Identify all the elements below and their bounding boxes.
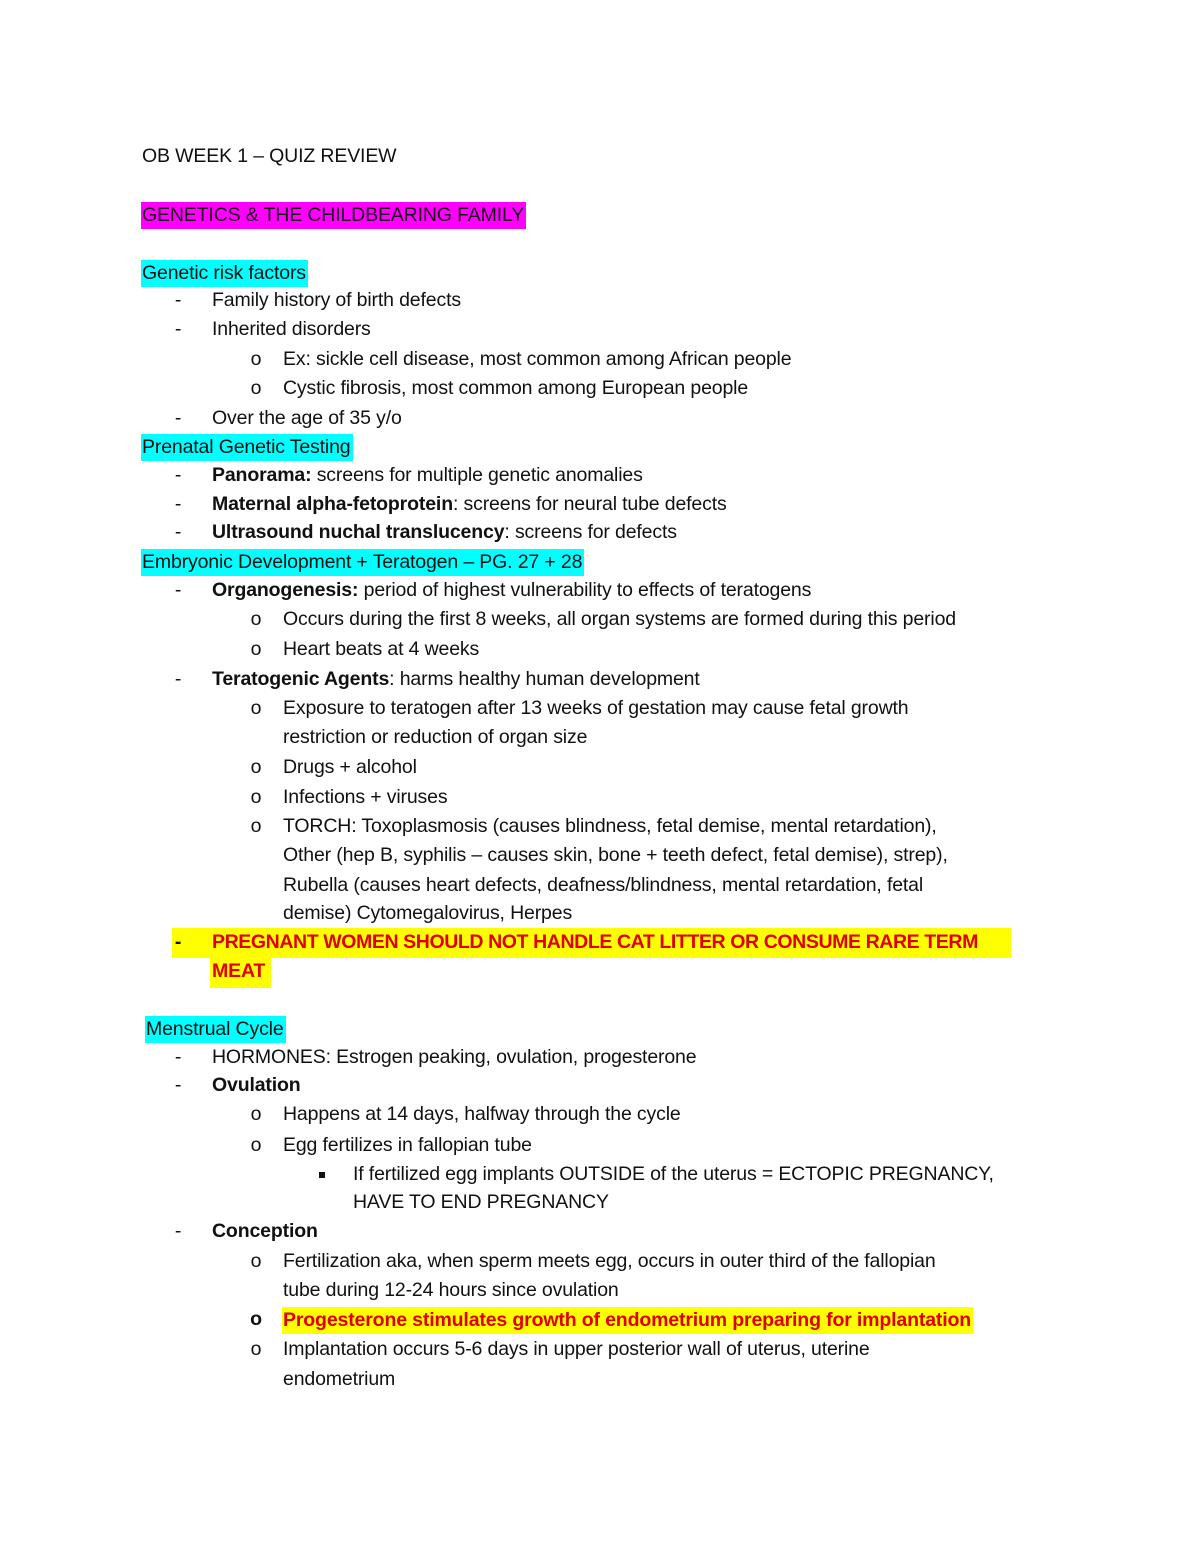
term-description: : harms healthy human development — [389, 668, 700, 690]
dash-bullet: - — [174, 1046, 182, 1068]
sub-list-item-text: restriction or reduction of organ size — [283, 726, 588, 748]
dash-bullet: - — [174, 931, 182, 953]
warning-text: MEAT — [212, 960, 266, 982]
heading-prenatal-testing: Prenatal Genetic Testing — [141, 434, 353, 461]
term-description: : screens for neural tube defects — [452, 493, 727, 515]
circle-bullet: o — [250, 815, 262, 837]
heading-embryonic-development: Embryonic Development + Teratogen – PG. 27 + 28 — [141, 549, 584, 576]
dash-bullet: - — [174, 668, 182, 690]
list-item-text: Family history of birth defects — [212, 289, 461, 311]
list-item-text: HORMONES: Estrogen peaking, ovulation, progesterone — [212, 1046, 697, 1068]
dash-bullet: - — [174, 318, 182, 340]
sub-list-item-text: Cystic fibrosis, most common among European people — [283, 377, 749, 399]
sub-list-item-text: TORCH: Toxoplasmosis (causes blindness, fetal demise, mental retardation), — [283, 815, 937, 837]
dash-bullet: - — [174, 407, 182, 429]
sub-list-item-text: tube during 12-24 hours since ovulation — [283, 1279, 619, 1301]
term-ovulation: Ovulation — [212, 1074, 301, 1096]
list-item-text: Inherited disorders — [212, 318, 371, 340]
term-panorama: Panorama: — [212, 464, 312, 486]
circle-bullet: o — [250, 697, 262, 719]
circle-bullet: o — [250, 786, 262, 808]
term-conception: Conception — [212, 1220, 318, 1242]
term-description: period of highest vulnerability to effects of teratogens — [358, 579, 812, 601]
circle-bullet: o — [250, 348, 262, 370]
list-item-text — [212, 520, 677, 544]
sub-list-item-text: Infections + viruses — [283, 786, 448, 808]
sub-list-item-text: Egg fertilizes in fallopian tube — [283, 1134, 532, 1156]
warning-text: PREGNANT WOMEN SHOULD NOT HANDLE CAT LITTER OR CONSUME RARE TERM — [212, 931, 978, 953]
sub-list-item-text: Ex: sickle cell disease, most common among African people — [283, 348, 792, 370]
term-maternal-afp: Maternal alpha-fetoprotein — [212, 493, 453, 515]
sub-list-item-text: Occurs during the first 8 weeks, all organ systems are formed during this period — [283, 608, 956, 630]
circle-bullet: o — [250, 377, 262, 399]
sub-list-item-text: Fertilization aka, when sperm meets egg, occurs in outer third of the fallopian — [283, 1250, 936, 1272]
term-nuchal-translucency: Ultrasound nuchal translucency — [212, 521, 505, 543]
circle-bullet: o — [250, 608, 262, 630]
term-teratogenic-agents: Teratogenic Agents — [212, 668, 390, 690]
list-item-text — [212, 463, 643, 487]
sub-list-item-text: Implantation occurs 5-6 days in upper posterior wall of uterus, uterine — [283, 1338, 870, 1360]
sub-list-item-text: Happens at 14 days, halfway through the cycle — [283, 1103, 681, 1125]
list-item-text — [212, 578, 811, 602]
circle-bullet: o — [250, 1250, 262, 1272]
document-title: OB WEEK 1 – QUIZ REVIEW — [142, 145, 397, 167]
heading-genetic-risk-factors: Genetic risk factors — [141, 260, 308, 287]
sub-list-item-text: Rubella (causes heart defects, deafness/blindness, mental retardation, fetal — [283, 874, 924, 896]
dash-bullet: - — [174, 289, 182, 311]
circle-bullet: o — [250, 1134, 262, 1156]
list-item-text — [212, 492, 727, 516]
term-description: : screens for defects — [504, 521, 677, 543]
highlighted-progesterone-text: Progesterone stimulates growth of endometrium preparing for implantation — [282, 1307, 973, 1334]
list-item-text — [212, 667, 700, 691]
dash-bullet: - — [174, 1220, 182, 1242]
list-item-text: Over the age of 35 y/o — [212, 407, 402, 429]
circle-bullet: o — [250, 756, 262, 778]
sub-list-item-text: Other (hep B, syphilis – causes skin, bone + teeth defect, fetal demise), strep), — [283, 844, 948, 866]
term-organogenesis: Organogenesis: — [212, 579, 359, 601]
section-heading-genetics: GENETICS & THE CHILDBEARING FAMILY — [141, 202, 526, 229]
dash-bullet: - — [174, 579, 182, 601]
heading-menstrual-cycle: Menstrual Cycle — [145, 1016, 286, 1043]
sub-list-item-text: demise) Cytomegalovirus, Herpes — [283, 902, 573, 924]
circle-bullet: o — [250, 1103, 262, 1125]
sub-list-item-text: Heart beats at 4 weeks — [283, 638, 480, 660]
circle-bullet: o — [250, 1338, 262, 1360]
sub-list-item-text: Drugs + alcohol — [283, 756, 417, 778]
sub-sub-list-item-text: If fertilized egg implants OUTSIDE of the uterus = ECTOPIC PREGNANCY, — [353, 1163, 994, 1185]
dash-bullet: - — [174, 1074, 182, 1096]
dash-bullet: - — [174, 521, 182, 543]
dash-bullet: - — [174, 493, 182, 515]
dash-bullet: - — [174, 464, 182, 486]
sub-sub-list-item-text: HAVE TO END PREGNANCY — [353, 1191, 609, 1213]
square-bullet — [312, 1162, 332, 1186]
sub-list-item-text: endometrium — [283, 1368, 396, 1390]
term-description: screens for multiple genetic anomalies — [311, 464, 643, 486]
circle-bullet: o — [250, 638, 262, 660]
circle-bullet: o — [250, 1308, 262, 1330]
sub-list-item-text: Exposure to teratogen after 13 weeks of gestation may cause fetal growth — [283, 697, 909, 719]
